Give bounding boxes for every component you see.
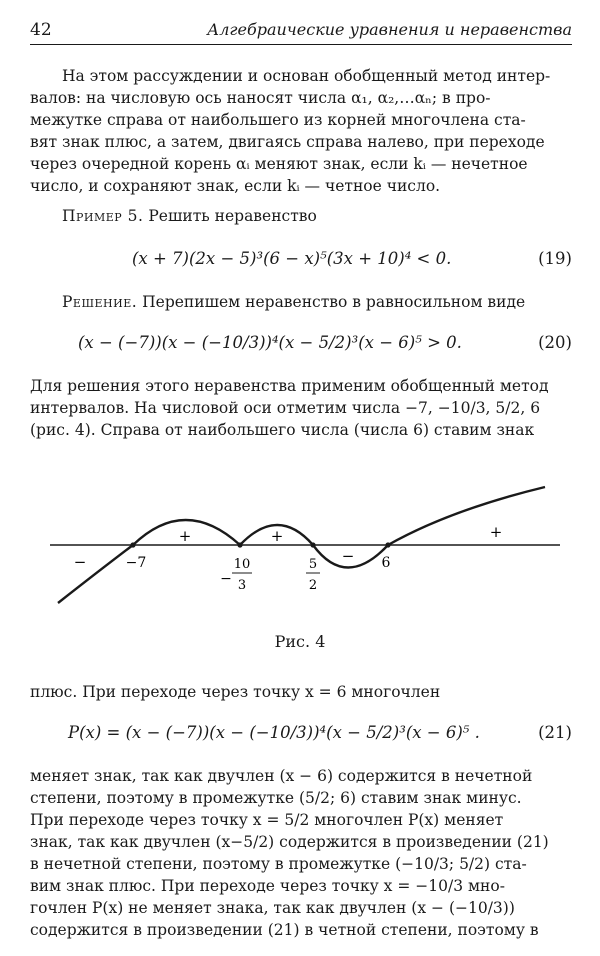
para3-line: плюс. При переходе через точку x = 6 многочлен [30, 683, 441, 701]
page-number: 42 [30, 20, 52, 40]
para4-line-5: в нечетной степени, поэтому в промежутке (−10/3; 5/2) ста- [30, 855, 527, 873]
page-header [30, 18, 572, 45]
para4-line-2: степени, поэтому в промежутке (5/2; 6) ставим знак минус. [30, 789, 522, 807]
label-10-3-sign: − [220, 571, 232, 587]
label-5-2-numerator: 5 [308, 557, 318, 572]
para1-line-3: межутке справа от наибольшего из корней многочлена ста- [30, 111, 526, 129]
para1-line-5: через очередной корень αᵢ меняют знак, если kᵢ — нечетное [30, 155, 528, 173]
para4-line-4: знак, так как двучлен (x−5/2) содержится в произведении (21) [30, 833, 549, 851]
interval-sign-4: − [341, 547, 355, 565]
para2-line-2: интервалов. На числовой оси отметим числа −7, −10/3, 5/2, 6 [30, 399, 541, 417]
para4-line-1: меняет знак, так как двучлен (x − 6) содержится в нечетной [30, 767, 533, 785]
example-line [62, 206, 572, 226]
interval-sign-3: + [270, 527, 284, 545]
para1-line-6: число, и сохраняют знак, если kᵢ — четное число. [30, 177, 441, 195]
para4-line-3: При переходе через точку x = 5/2 многочлен P(x) меняет [30, 811, 504, 829]
equation-21-number: (21) [538, 723, 572, 742]
label-10-3-denominator: 3 [237, 578, 247, 593]
equation-21: P(x) = (x − (−7))(x − (−10/3))⁴(x − 5/2)³(x − 6)⁵ . [68, 723, 480, 742]
para2-line-1: Для решения этого неравенства применим обобщенный метод [30, 377, 549, 395]
para4-line-7: гочлен P(x) не меняет знака, так как двучлен (x − (−10/3)) [30, 899, 515, 917]
label-5-2-denominator: 2 [308, 578, 318, 593]
para1-line-4: вят знак плюс, а затем, двигаясь справа налево, при переходе [30, 133, 545, 151]
label-6: 6 [381, 555, 391, 571]
interval-sign-5: + [489, 523, 503, 541]
solution-text: Перепишем неравенство в равносильном виде [142, 293, 526, 311]
point-6 [385, 542, 390, 547]
figure-caption: Рис. 4 [274, 632, 326, 651]
running-title: Алгебраические уравнения и неравенства [207, 20, 572, 39]
para1-line-2: валов: на числовую ось наносят числа α₁, α₂,…αₙ; в про- [30, 89, 491, 107]
label-minus-7: −7 [125, 555, 147, 571]
point-minus-7 [130, 542, 135, 547]
example-text: Решить неравенство [148, 207, 317, 225]
para1-line-1: На этом рассуждении и основан обобщенный метод интер- [62, 67, 551, 85]
equation-20-number: (20) [538, 333, 572, 352]
example-label: Пример 5. [62, 207, 144, 225]
interval-sign-1: − [73, 553, 87, 571]
point-5-2 [310, 542, 315, 547]
point-minus-10-3 [237, 542, 242, 547]
para4-line-8: содержится в произведении (21) в четной степени, поэтому в [30, 921, 539, 939]
figure-4-sign-diagram [50, 475, 560, 615]
equation-19: (x + 7)(2x − 5)³(6 − x)⁵(3x + 10)⁴ < 0. [132, 249, 452, 268]
solution-line [62, 292, 572, 312]
equation-20: (x − (−7))(x − (−10/3))⁴(x − 5/2)³(x − 6)⁵ > 0. [78, 333, 462, 352]
solution-label: Решение. [62, 293, 138, 311]
para2-line-3: (рис. 4). Справа от наибольшего числа (числа 6) ставим знак [30, 421, 535, 439]
interval-sign-2: + [178, 527, 192, 545]
para4-line-6: вим знак плюс. При переходе через точку x = −10/3 мно- [30, 877, 505, 895]
label-10-3-numerator: 10 [233, 557, 251, 572]
equation-19-number: (19) [538, 249, 572, 268]
